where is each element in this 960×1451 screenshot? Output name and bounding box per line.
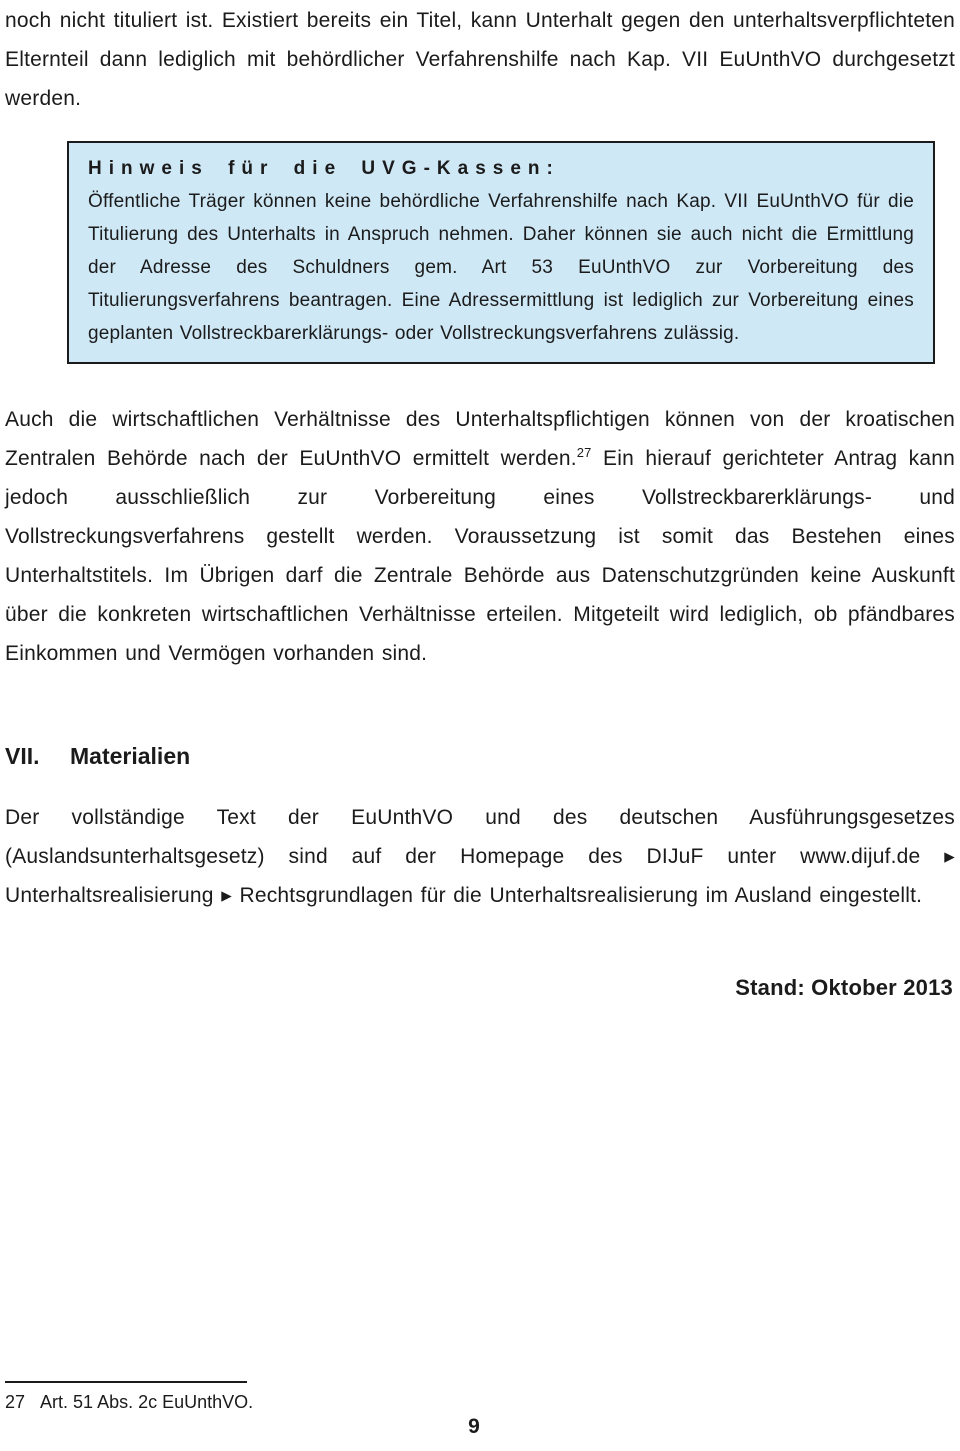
footnote-text: Art. 51 Abs. 2c EuUnthVO. <box>40 1392 254 1412</box>
paragraph-materials-text-continued: ▸ Unterhaltsrealisierung ▸ Rechtsgrundlagen für die Unterhaltsrealisierung im Ausland eingestellt. <box>5 845 956 907</box>
hinweis-box <box>67 141 935 364</box>
paragraph-economic-text-continued: Ein hierauf gerichteter Antrag kann jedoch ausschließlich zur Vorbereitung eines Vollstreckbarerklärungs- und Vollstreckungsverfahrens gestellt werden. Voraussetzung ist somit das Bestehen eines Unterhaltstitels. Im Übrigen darf die Zentrale Behörde aus Datenschutzgründen keine Auskunft über die konkreten wirtschaftlichen Verhältnisse erteilen. Mitgeteilt wird lediglich, ob pfändbares Einkommen und Vermögen vorhanden sind. <box>5 447 955 665</box>
paragraph-materials-text: Der vollständige Text der EuUnthVO und des deutschen Ausführungsgesetzes (Auslandsunterhaltsgesetz) sind auf der Homepage des DIJuF unter <box>5 806 955 868</box>
footnote-reference-27: 27 <box>576 445 592 460</box>
section-numeral: VII. <box>5 743 40 769</box>
paragraph-intro: noch nicht tituliert ist. Existiert bereits ein Titel, kann Unterhalt gegen den unterhaltsverpflichteten Elternteil dann lediglich mit behördlicher Verfahrenshilfe nach Kap. VII EuUnthVO durchgesetzt werden. <box>5 9 955 110</box>
hinweis-box-body: Öffentliche Träger können keine behördliche Verfahrenshilfe nach Kap. VII EuUnthVO für die Titulierung des Unterhalts in Anspruch nehmen. Daher können sie auch nicht die Ermittlung der Adresse des Schuldners gem. Art 53 EuUnthVO zur Vorbereitung des Titulierungsverfahrens beantragen. Eine Adressermittlung ist lediglich zur Vorbereitung eines geplanten Vollstreckbarerklärungs- oder Vollstreckungsverfahrens zulässig. <box>88 191 914 344</box>
paragraph-economic-text: Auch die wirtschaftlichen Verhältnisse des Unterhaltspflichtigen können von der kroatischen Zentralen Behörde nach der EuUnthVO ermittelt werden. <box>5 408 955 470</box>
section-title: Materialien <box>70 743 191 769</box>
dijuf-url-link[interactable]: www.dijuf.de <box>800 845 921 868</box>
footnote-divider <box>5 1381 247 1383</box>
footnote-number: 27 <box>5 1392 26 1412</box>
paragraph-economic <box>0 400 960 673</box>
document-date-stand: Stand: Oktober 2013 <box>735 975 953 1000</box>
hinweis-box-title: Hinweis für die UVG-Kassen: <box>88 158 560 179</box>
footnote-area <box>5 1381 705 1414</box>
section-heading-materialien <box>0 741 960 771</box>
page-number: 9 <box>468 1415 480 1438</box>
footnote <box>5 1390 705 1414</box>
paragraph-materials <box>0 798 960 915</box>
